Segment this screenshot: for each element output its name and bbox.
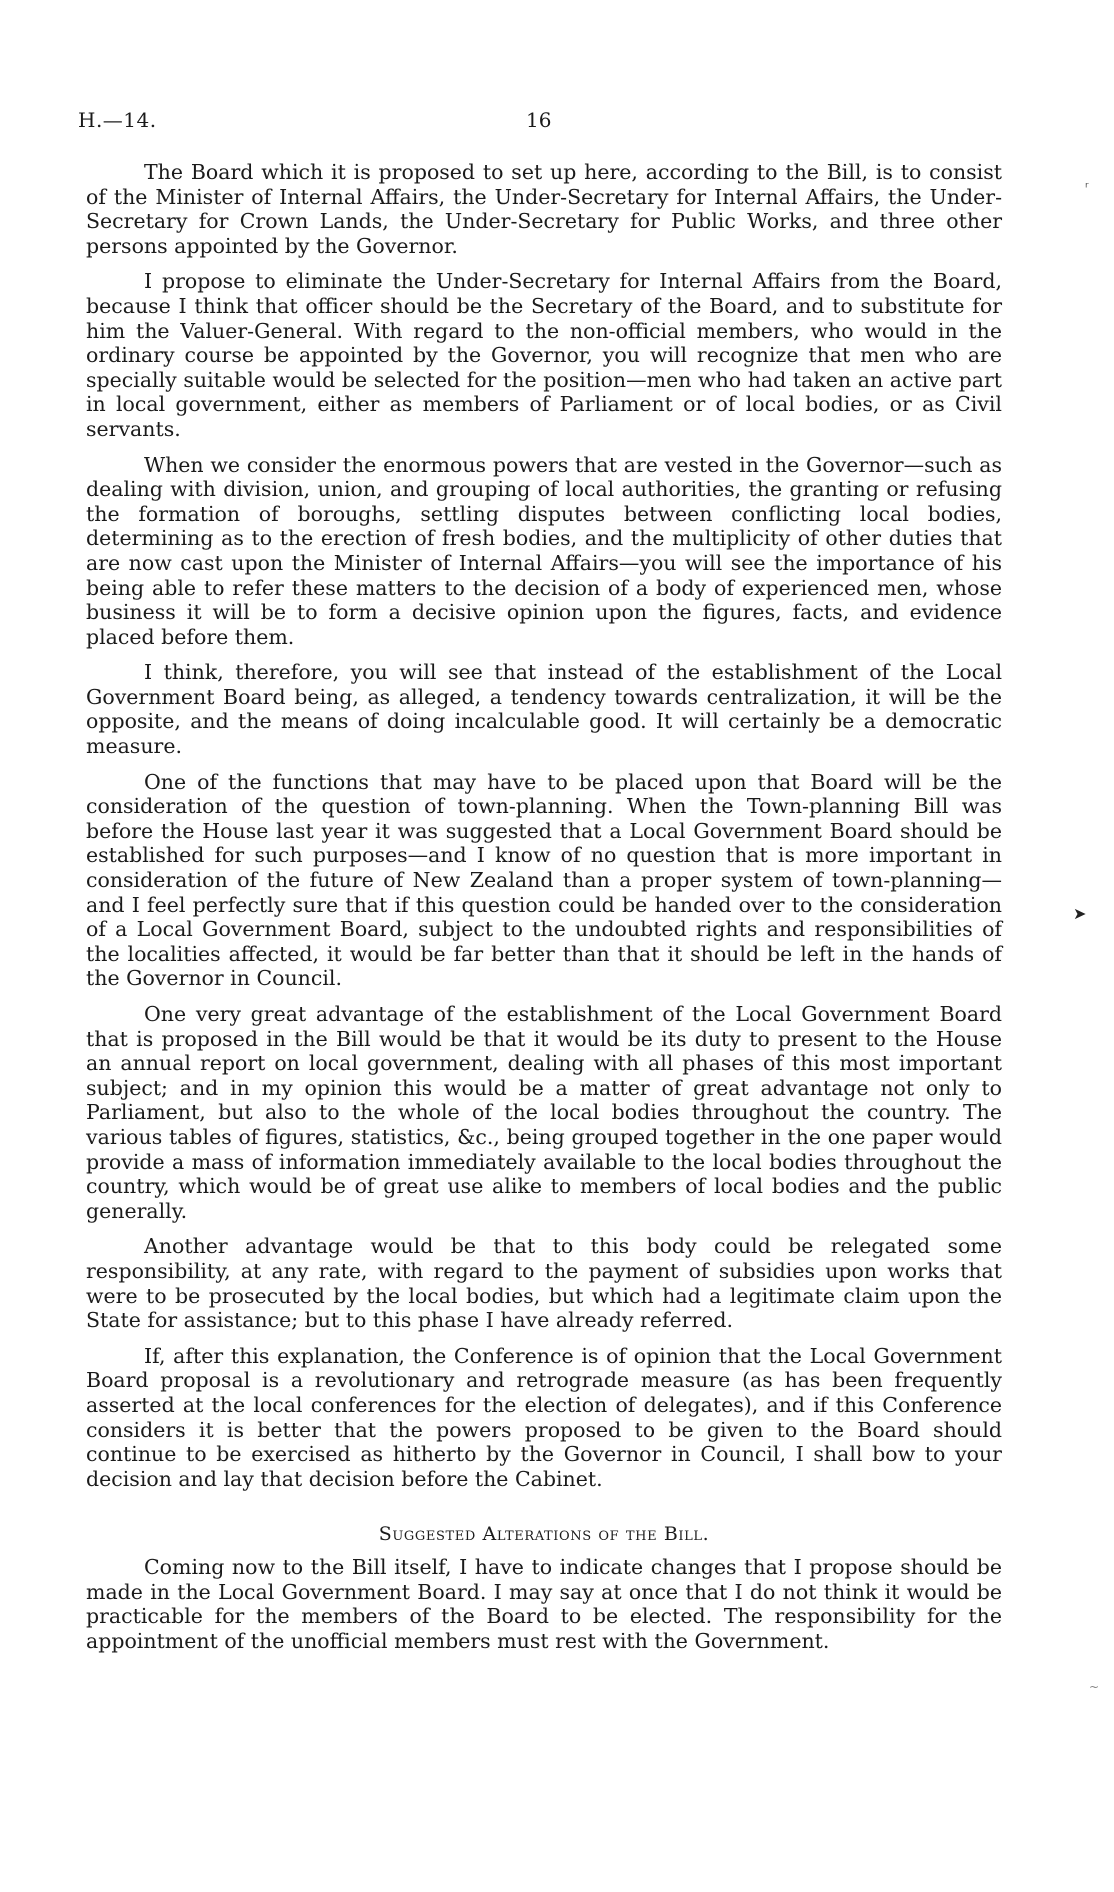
paragraph: When we consider the enormous powers that are vested in the Governor—such as dealing with division, union, and grouping of local authorities, the granting or refusing the formation of boroughs, settling disputes between conflicting local bodies, determining as to the erection of fresh bodies, and the multiplicity of other duties that are now cast upon the Minister of Internal Affairs—you will see the importance of his being able to refer these matters to the decision of a body of experienced men, whose business it will be to form a decisive opinion upon the figures, facts, and evidence placed before them. xyxy=(86,452,1002,649)
paragraph: I think, therefore, you will see that instead of the establishment of the Local Government Board being, as alleged, a tendency towards centralization, it will be the opposite, and the means of doing incalculable good. It will certainly be a democratic measure. xyxy=(86,660,1002,759)
document-reference: H.—14. xyxy=(78,108,157,132)
paragraph: Coming now to the Bill itself, I have to indicate changes that I propose should be made in the Local Government Board. I may say at once that I do not think it would be practicable for the members of the Board to be elected. The responsibility for the appointment of the unofficial members must rest with the Government. xyxy=(86,1555,1002,1654)
margin-dash-mark: ~ xyxy=(1089,1680,1100,1694)
paragraph: If, after this explanation, the Conference is of opinion that the Local Government Board proposal is a revolutionary and retrograde measure (as has been frequently asserted at the local conferences for the election of delegates), and if this Conference considers it is better that the powers proposed to be given to the Board should continue to be exercised as hitherto by the Governor in Council, I shall bow to your decision and lay that decision before the Cabinet. xyxy=(86,1343,1002,1491)
page-number: 16 xyxy=(526,108,552,132)
paragraph: I propose to eliminate the Under-Secretary for Internal Affairs from the Board, because I think that officer should be the Secretary of the Board, and to substitute for him the Valuer-General. With regard to the non-official members, who would in the ordinary course be appointed by the Governor, you will recognize that men who are specially suitable would be selected for the position—men who had taken an active part in local government, either as members of Parliament or of local bodies, or as Civil servants. xyxy=(86,269,1002,441)
margin-arrow-mark: ➤ xyxy=(1073,904,1087,923)
paragraph: Another advantage would be that to this body could be relegated some responsibility, at any rate, with regard to the payment of subsidies upon works that were to be prosecuted by the local bodies, but which had a legitimate claim upon the State for assistance; but to this phase I have already referred. xyxy=(86,1234,1002,1333)
body-text xyxy=(86,160,1002,1665)
paragraph: The Board which it is proposed to set up here, according to the Bill, is to consist of the Minister of Internal Affairs, the Under-Secretary for Internal Affairs, the Under-Secretary for Crown Lands, the Under-Secretary for Public Works, and three other persons appointed by the Governor. xyxy=(86,160,1002,258)
paragraph: One very great advantage of the establishment of the Local Government Board that is proposed in the Bill would be that it would be its duty to present to the House an annual report on local government, dealing with all phases of this most important subject; and in my opinion this would be a matter of great advantage not only to Parliament, but also to the whole of the local bodies throughout the country. The various tables of figures, statistics, &c., being grouped together in the one paper would provide a mass of information immediately available to the local bodies throughout the country, which would be of great use alike to members of local bodies and the public generally. xyxy=(86,1002,1002,1223)
paragraph: One of the functions that may have to be placed upon that Board will be the consideration of the question of town-planning. When the Town-planning Bill was before the House last year it was suggested that a Local Government Board should be established for such purposes—and I know of no question that is more important in consideration of the future of New Zealand than a proper system of town-planning—and I feel perfectly sure that if this question could be handed over to the consideration of a Local Government Board, subject to the undoubted rights and responsibilities of the localities affected, it would be far better than that it should be left in the hands of the Governor in Council. xyxy=(86,769,1002,991)
margin-tick-mark: ʳ xyxy=(1085,180,1089,196)
section-heading: Suggested Alterations of the Bill. xyxy=(378,1523,710,1546)
